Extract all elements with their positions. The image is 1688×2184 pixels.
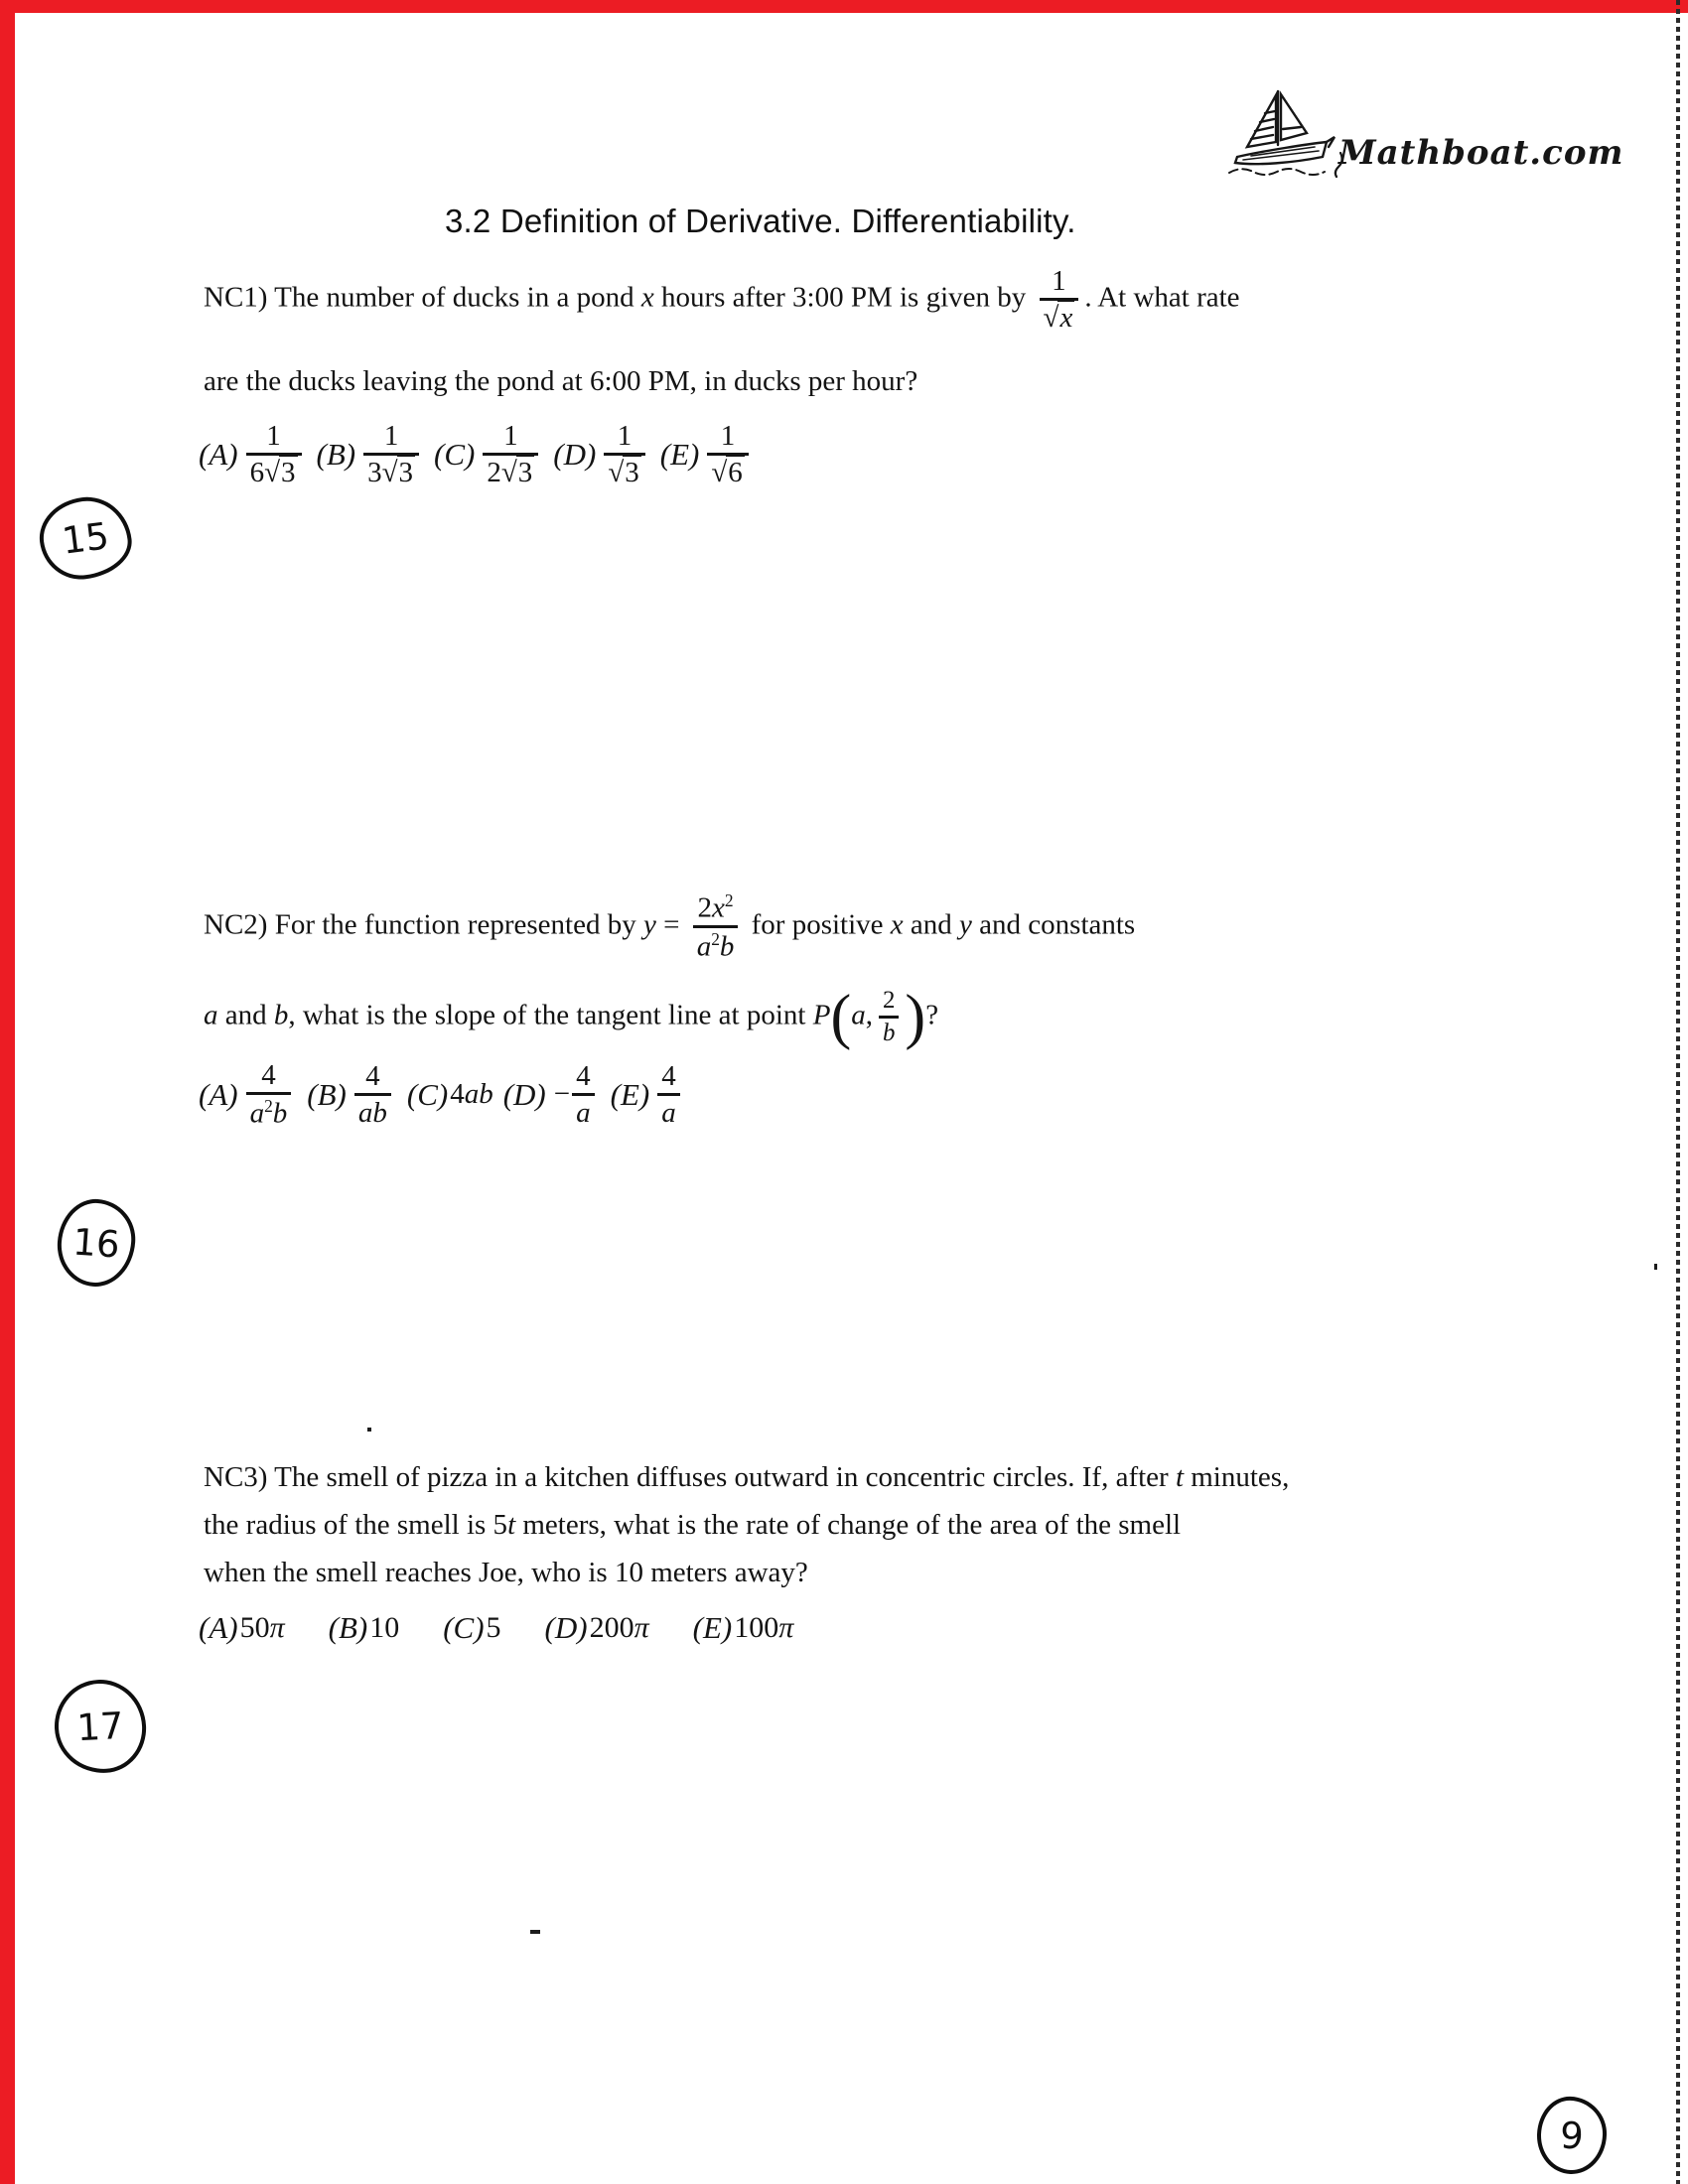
math-vars-ab: ab <box>464 1078 493 1111</box>
fraction-2-over-b <box>879 988 899 1046</box>
problem-nc3-line1 <box>204 1461 1289 1494</box>
red-top-border <box>0 0 1688 13</box>
choice-b <box>329 1610 400 1646</box>
problem-nc3-line2 <box>204 1509 1181 1542</box>
radicand: 6 <box>728 457 743 489</box>
text-segment: NC3) The smell of pizza in a kitchen diffuses outward in concentric circles. If, after <box>204 1461 1176 1493</box>
text-segment: , what is the slope of the tangent line at point <box>288 999 813 1031</box>
coefficient: 3 <box>367 457 382 489</box>
fraction-numerator: 4 <box>661 1059 676 1092</box>
math-var-a: a <box>696 930 712 963</box>
nc1-answer-choices <box>199 421 755 488</box>
fraction-denominator <box>1040 298 1079 333</box>
equals-sign: = <box>655 908 687 941</box>
logo-text: Mathboat.com <box>1338 133 1624 173</box>
scan-speck <box>530 1930 540 1934</box>
choice-e <box>611 1061 686 1129</box>
fraction-denominator <box>363 453 419 487</box>
pi-symbol: π <box>778 1611 794 1644</box>
math-var-a: a <box>357 1097 373 1130</box>
fraction <box>604 421 644 488</box>
fraction-numerator: 1 <box>1052 265 1066 297</box>
nc2-answer-choices <box>199 1060 686 1130</box>
fraction-denominator <box>693 925 739 962</box>
scan-edge-dashed-line <box>1676 0 1680 2184</box>
fraction-numerator: 4 <box>576 1059 591 1092</box>
pi-symbol: π <box>633 1611 649 1644</box>
fraction <box>246 421 302 488</box>
math-var-t: t <box>1175 1461 1184 1493</box>
choice-label: (C) <box>406 1076 449 1112</box>
scan-speck <box>1654 1264 1657 1270</box>
big-paren-open: ( <box>830 982 852 1051</box>
fraction-denominator <box>483 453 538 487</box>
choice-label: (D) <box>544 1610 588 1645</box>
radicand: 3 <box>281 457 296 489</box>
fraction <box>707 421 748 488</box>
choice-value: 50 <box>239 1611 270 1644</box>
mark-number: 16 <box>71 1219 121 1267</box>
choice-label: (D) <box>553 436 597 472</box>
problem-nc3-line3: when the smell reaches Joe, who is 10 meters away? <box>204 1557 808 1588</box>
text-segment: and <box>217 999 274 1031</box>
radical-sign: √ <box>500 457 516 489</box>
math-var-a: a <box>204 999 218 1031</box>
choice-value: 200 <box>589 1611 634 1644</box>
choice-c <box>443 1610 500 1646</box>
radical-sign: √ <box>264 457 280 489</box>
math-var-b: b <box>272 1098 288 1131</box>
fraction <box>572 1061 595 1129</box>
choice-c <box>434 421 544 488</box>
exponent: 2 <box>264 1096 273 1117</box>
mark-number: 17 <box>75 1704 125 1749</box>
text-segment: NC2) For the function represented by <box>204 908 643 941</box>
math-var-t: t <box>507 1509 516 1541</box>
handwritten-mark-16 <box>55 1196 138 1289</box>
math-var-y: y <box>959 908 972 941</box>
choice-d <box>503 1061 601 1129</box>
mark-number: 15 <box>60 513 111 563</box>
section-title: 3.2 Definition of Derivative. Differentiability. <box>445 203 1076 239</box>
text-segment: and constants <box>971 908 1136 941</box>
problem-nc2-line1 <box>204 891 1135 962</box>
choice-label: (E) <box>659 436 700 472</box>
scan-speck <box>367 1428 371 1432</box>
choice-label: (A) <box>199 1610 238 1645</box>
choice-a <box>199 421 308 488</box>
minus-sign: − <box>553 1078 571 1111</box>
math-var-x: x <box>712 891 725 924</box>
fraction-2x2-over-a2b <box>693 891 739 962</box>
big-paren-close: ) <box>905 982 926 1051</box>
exponent: 2 <box>724 890 734 910</box>
coefficient: 4 <box>450 1078 465 1111</box>
sailboat-icon <box>1223 83 1352 193</box>
text-segment: the radius of the smell is 5 <box>204 1509 508 1541</box>
fraction-denominator: a <box>657 1093 680 1128</box>
text-segment: for positive <box>744 908 891 941</box>
fraction-denominator <box>707 453 748 487</box>
comma: , <box>865 999 873 1031</box>
fraction-numerator: 1 <box>617 420 633 452</box>
fraction <box>657 1061 680 1129</box>
problem-nc2-line2 <box>204 982 939 1051</box>
fraction-numerator: 2 <box>882 987 896 1014</box>
red-left-border <box>0 0 15 2184</box>
problem-nc1-line2: are the ducks leaving the pond at 6:00 PM, in ducks per hour? <box>204 365 918 397</box>
page-number-circled <box>1536 2096 1609 2175</box>
text-segment: . At what rate <box>1084 281 1240 314</box>
fraction-numerator: 1 <box>266 420 281 452</box>
fraction <box>363 421 419 488</box>
choice-b <box>317 421 426 488</box>
fraction-denominator <box>246 453 302 487</box>
coefficient: 2 <box>487 457 501 489</box>
text-segment: and <box>903 908 960 941</box>
choice-label: (A) <box>199 1076 238 1112</box>
choice-label: (E) <box>610 1076 650 1112</box>
math-var-b: b <box>273 999 289 1031</box>
page-number: 9 <box>1559 2114 1585 2157</box>
mathboat-logo <box>1223 83 1624 193</box>
question-mark: ? <box>925 999 939 1031</box>
choice-label: (B) <box>307 1076 347 1112</box>
math-var-x: x <box>890 908 904 941</box>
math-var-b: b <box>372 1097 387 1130</box>
math-var-b: b <box>719 930 735 963</box>
radical-sign: √ <box>381 457 397 489</box>
fraction-one-over-sqrt-x <box>1040 266 1079 334</box>
handwritten-mark-15 <box>35 492 135 585</box>
choice-e <box>660 421 755 488</box>
choice-c <box>407 1077 493 1113</box>
choice-label: (E) <box>692 1610 733 1645</box>
choice-value: 5 <box>486 1611 501 1644</box>
radical-sign: √ <box>1043 302 1058 335</box>
radicand: 3 <box>625 457 639 489</box>
choice-a <box>199 1060 297 1130</box>
exponent: 2 <box>711 929 720 950</box>
choice-label: (A) <box>199 436 238 472</box>
handwritten-mark-17 <box>53 1678 149 1776</box>
coefficient: 6 <box>249 457 265 489</box>
choice-d <box>553 421 650 488</box>
fraction-numerator: 4 <box>261 1059 276 1091</box>
choice-e <box>693 1610 794 1646</box>
fraction-denominator <box>604 453 644 487</box>
nc3-answer-choices <box>199 1610 793 1646</box>
radicand: x <box>1059 302 1073 335</box>
text-segment: NC1) The number of ducks in a pond <box>204 281 641 314</box>
choice-value: 100 <box>734 1611 779 1644</box>
problem-nc1-line1 <box>204 266 1240 334</box>
math-var-a: a <box>249 1098 265 1131</box>
fraction <box>246 1060 292 1130</box>
fraction <box>483 421 538 488</box>
choice-label: (D) <box>502 1076 546 1112</box>
fraction-denominator <box>246 1092 292 1129</box>
choice-label: (B) <box>328 1610 368 1645</box>
text-segment: minutes, <box>1184 1461 1290 1493</box>
coefficient: 2 <box>697 891 712 924</box>
fraction-denominator: b <box>879 1016 899 1046</box>
pi-symbol: π <box>269 1611 285 1644</box>
math-var-a: a <box>851 999 866 1031</box>
fraction-denominator: a <box>572 1093 595 1128</box>
fraction-numerator: 1 <box>503 420 518 452</box>
choice-value: 10 <box>369 1611 400 1644</box>
fraction <box>354 1061 391 1129</box>
choice-label: (B) <box>316 436 356 472</box>
radicand: 3 <box>398 457 414 489</box>
choice-d <box>545 1610 649 1646</box>
fraction-numerator: 4 <box>365 1059 380 1092</box>
radicand: 3 <box>517 457 533 489</box>
choice-b <box>307 1061 397 1129</box>
fraction-numerator: 1 <box>720 420 736 452</box>
text-segment: hours after 3:00 PM is given by <box>653 281 1027 314</box>
fraction-numerator <box>693 891 739 925</box>
fraction-numerator: 1 <box>383 420 399 452</box>
choice-label: (C) <box>434 436 476 472</box>
choice-a <box>199 1610 285 1646</box>
math-var-x: x <box>640 281 654 314</box>
radical-sign: √ <box>711 457 727 489</box>
text-segment: meters, what is the rate of change of the area of the smell <box>515 1509 1182 1541</box>
radical-sign: √ <box>608 457 624 489</box>
choice-label: (C) <box>443 1610 485 1645</box>
math-var-P: P <box>812 999 831 1031</box>
math-var-y: y <box>642 908 656 941</box>
fraction-denominator <box>354 1093 391 1128</box>
